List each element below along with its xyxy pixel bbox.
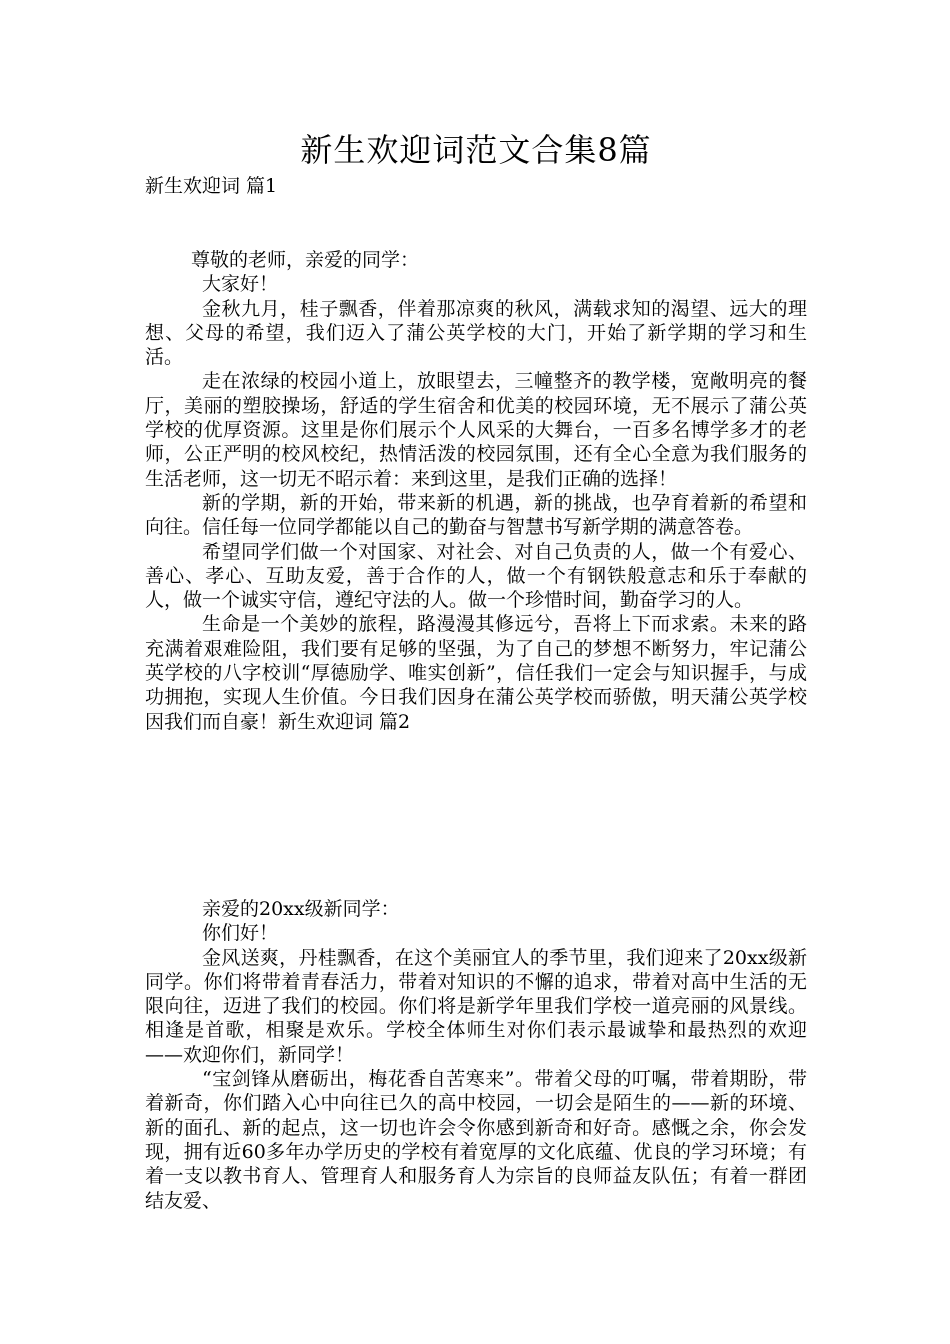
section1-closing-text: 生命是一个美妙的旅程，路漫漫其修远兮，吾将上下而求索。未来的路充满着艰难险阻，我们要有足够的坚强，为了自己的梦想不断努力，牢记蒲公英学校的八字校训“厚德励学、唯实创新”，信任我们一定会与知识握手，与成功拥抱，实现人生价值。今日我们因身在蒲公英学校而骄傲，明天蒲公英学校因我们而自豪！ xyxy=(145,613,807,733)
section1-paragraph: 金秋九月，桂子飘香，伴着那凉爽的秋风，满载求知的渴望、远大的理想、父母的希望，我们迈入了蒲公英学校的大门，开始了新学期的学习和生活。 xyxy=(145,297,807,369)
section2-paragraph: “宝剑锋从磨砺出，梅花香自苦寒来”。带着父母的叮嘱，带着期盼，带着新奇，你们踏入心中向往已久的高中校园，一切会是陌生的——新的环境、新的面孔、新的起点，这一切也许会令你感到新奇和好奇。感慨之余，你会发现，拥有近60多年办学历史的学校有着宽厚的文化底蕴、优良的学习环境；有着一支以教书育人、管理育人和服务育人为宗旨的良师益友队伍；有着一群团结友爱、 xyxy=(145,1068,807,1212)
section2-heading: 新生欢迎词 篇2 xyxy=(278,710,411,733)
document-title: 新生欢迎词范文合集8篇 xyxy=(300,131,652,169)
section1-paragraph: 走在浓绿的校园小道上，放眼望去，三幢整齐的教学楼，宽敞明亮的餐厅，美丽的塑胶操场，舒适的学生宿舍和优美的校园环境，无不展示了蒲公英学校的优厚资源。这里是你们展示个人风采的大舞台，一百多名博学多才的老师，公正严明的校风校纪，热情活泼的校园氛围，还有全心全意为我们服务的生活老师，这一切无不昭示着：来到这里，是我们正确的选择！ xyxy=(145,370,807,490)
section1-paragraph xyxy=(145,612,807,733)
section1-paragraph: 希望同学们做一个对国家、对社会、对自己负责的人，做一个有爱心、善心、孝心、互助友爱，善于合作的人，做一个有钢铁般意志和乐于奉献的人，做一个诚实守信，遵纪守法的人。做一个珍惜时间，勤奋学习的人。 xyxy=(145,540,807,612)
section1-paragraph: 新的学期，新的开始，带来新的机遇，新的挑战，也孕育着新的希望和向往。信任每一位同学都能以自己的勤奋与智慧书写新学期的满意答卷。 xyxy=(145,491,807,539)
section2-salutation: 亲爱的20xx级新同学： xyxy=(202,898,400,920)
section1-heading: 新生欢迎词 篇1 xyxy=(145,175,278,197)
section2-body xyxy=(145,897,807,1213)
section1-salutation: 尊敬的老师，亲爱的同学： xyxy=(191,249,420,271)
section2-paragraph: 金风送爽，丹桂飘香，在这个美丽宜人的季节里，我们迎来了20xx级新同学。你们将带着青春活力，带着对知识的不懈的追求，带着对高中生活的无限向往，迈进了我们的校园。你们将是新学年里我们学校一道亮丽的风景线。相逢是首歌，相聚是欢乐。学校全体师生对你们表示最诚挚和最热烈的欢迎——欢迎你们，新同学！ xyxy=(145,946,807,1066)
section1-greeting: 大家好！ xyxy=(202,273,279,296)
section1-body xyxy=(145,248,807,734)
section2-greeting: 你们好！ xyxy=(202,922,279,945)
